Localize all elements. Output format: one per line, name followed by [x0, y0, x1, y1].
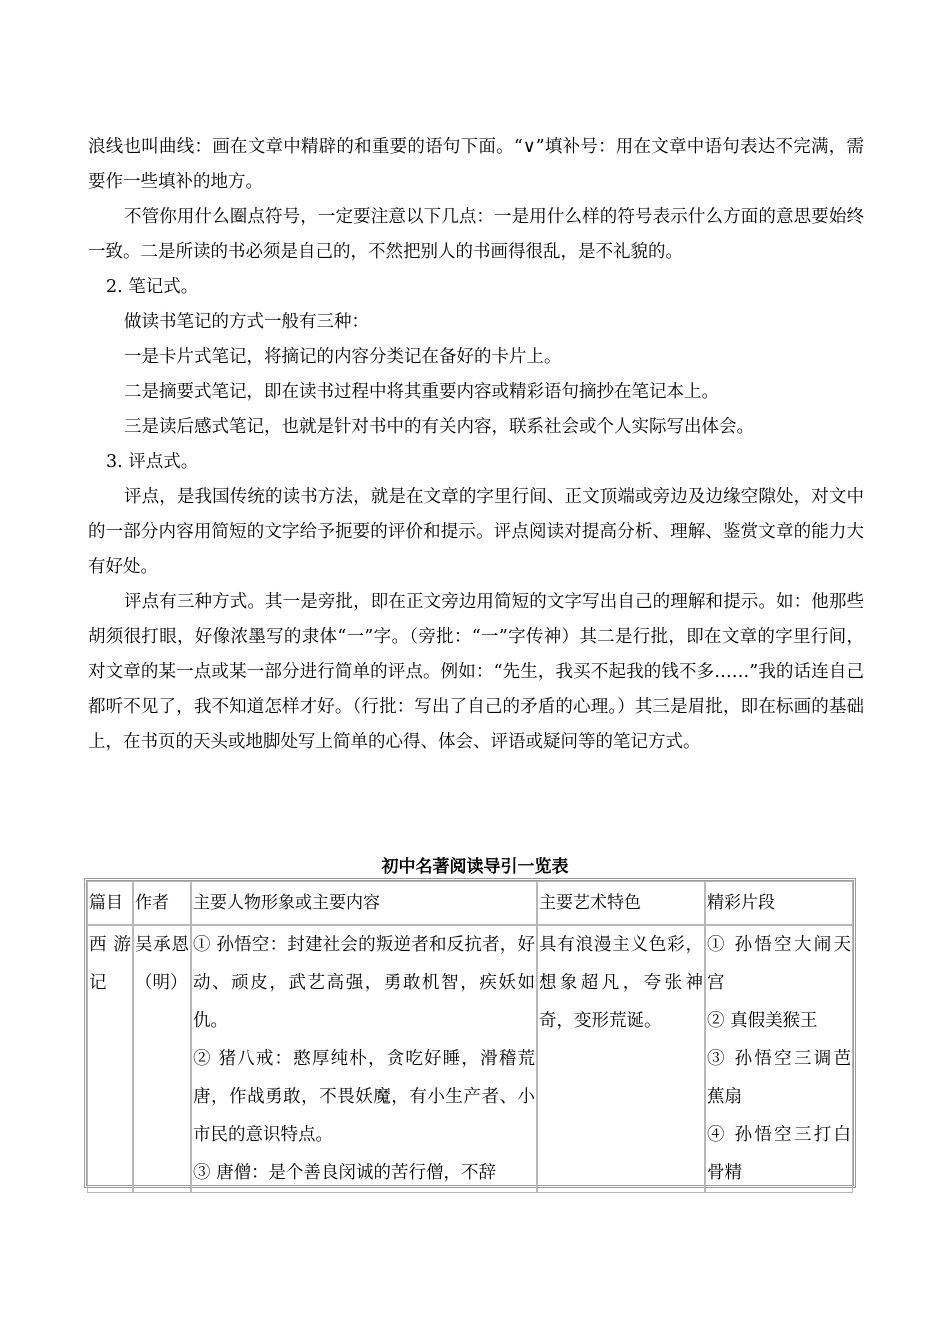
- features-cell: 具有浪漫主义色彩，想象超凡，夸张神奇，变形荒诞。: [537, 925, 705, 1193]
- paragraph: 二是摘要式笔记，即在读书过程中将其重要内容或精彩语句摘抄在笔记本上。: [124, 382, 719, 402]
- table-header-row: [87, 881, 853, 925]
- header-cell: 作者: [133, 881, 191, 925]
- header-cell: 精彩片段: [705, 881, 853, 925]
- paragraph: 做读书笔记的方式一般有三种：: [124, 312, 369, 332]
- paragraph: 评点有三种方式。其一是旁批，即在正文旁边用简短的文字写出自己的理解和提示。如：他那些胡须很打眼，好像浓墨写的隶体“一”字。（旁批：“一”字传神）其二是行批，即在文章的字里行间，对文章的某一点或某一部分进行简单的评点。例如：“先生，我买不起我的钱不多……”我的话连自己都听不见了，我不知道怎样才好。（行批：写出了自己的矛盾的心理。）其三是眉批，即在标画的基础上，在书页的天头或地脚处写上简单的心得、体会、评语或疑问等的笔记方式。: [88, 592, 864, 752]
- paragraph: 评点，是我国传统的读书方法，就是在文章的字里行间、正文顶端或旁边及边缘空隙处，对文中的一部分内容用简短的文字给予扼要的评价和提示。评点阅读对提高分析、理解、鉴赏文章的能力大有好处。: [88, 487, 864, 577]
- paragraph: 三是读后感式笔记，也就是针对书中的有关内容，联系社会或个人实际写出体会。: [124, 417, 754, 437]
- content-item: ② 猪八戒：憨厚纯朴，贪吃好睡，滑稽荒唐，作战勇敢，不畏妖魔，有小生产者、小市民的意识特点。: [193, 1049, 535, 1145]
- header-cell: 主要人物形象或主要内容: [191, 881, 537, 925]
- paragraph: 浪线也叫曲线：画在文章中精辟的和重要的语句下面。“∨”填补号：用在文章中语句表达不完满，需要作一些填补的地方。: [88, 137, 864, 192]
- paragraph: 不管你用什么圈点符号，一定要注意以下几点：一是用什么样的符号表示什么方面的意思要始终一致。二是所读的书必须是自己的，不然把别人的书画得很乱，是不礼貌的。: [88, 207, 864, 262]
- content-item: ③ 唐僧：是个善良闵诚的苦行僧，不辞: [193, 1163, 497, 1183]
- book-title-cell: 西 游记: [87, 925, 133, 1193]
- excerpt-item: ② 真假美猴王: [707, 1011, 818, 1031]
- table-row: [87, 925, 853, 1193]
- header-cell: 篇目: [87, 881, 133, 925]
- section-heading: 3. 评点式。: [106, 452, 199, 472]
- header-cell: 主要艺术特色: [537, 881, 705, 925]
- table-title: 初中名著阅读导引一览表: [381, 857, 569, 877]
- reading-guide-table: [84, 878, 856, 1188]
- paragraph: 一是卡片式笔记，将摘记的内容分类记在备好的卡片上。: [124, 347, 562, 367]
- excerpts-cell: [705, 925, 853, 1193]
- author-cell: 吴承恩（明）: [133, 925, 191, 1193]
- excerpt-item: ① 孙悟空大闹天宫: [707, 935, 851, 993]
- excerpt-item: ③ 孙悟空三调芭蕉扇: [707, 1049, 851, 1107]
- section-heading: 2. 笔记式。: [106, 277, 199, 297]
- content-cell: [191, 925, 537, 1193]
- content-item: ① 孙悟空：封建社会的叛逆者和反抗者，好动、顽皮，武艺高强，勇敢机智，疾妖如仇。: [193, 935, 535, 1031]
- body-text: [88, 130, 864, 760]
- excerpt-item: ④ 孙悟空三打白骨精: [707, 1125, 851, 1183]
